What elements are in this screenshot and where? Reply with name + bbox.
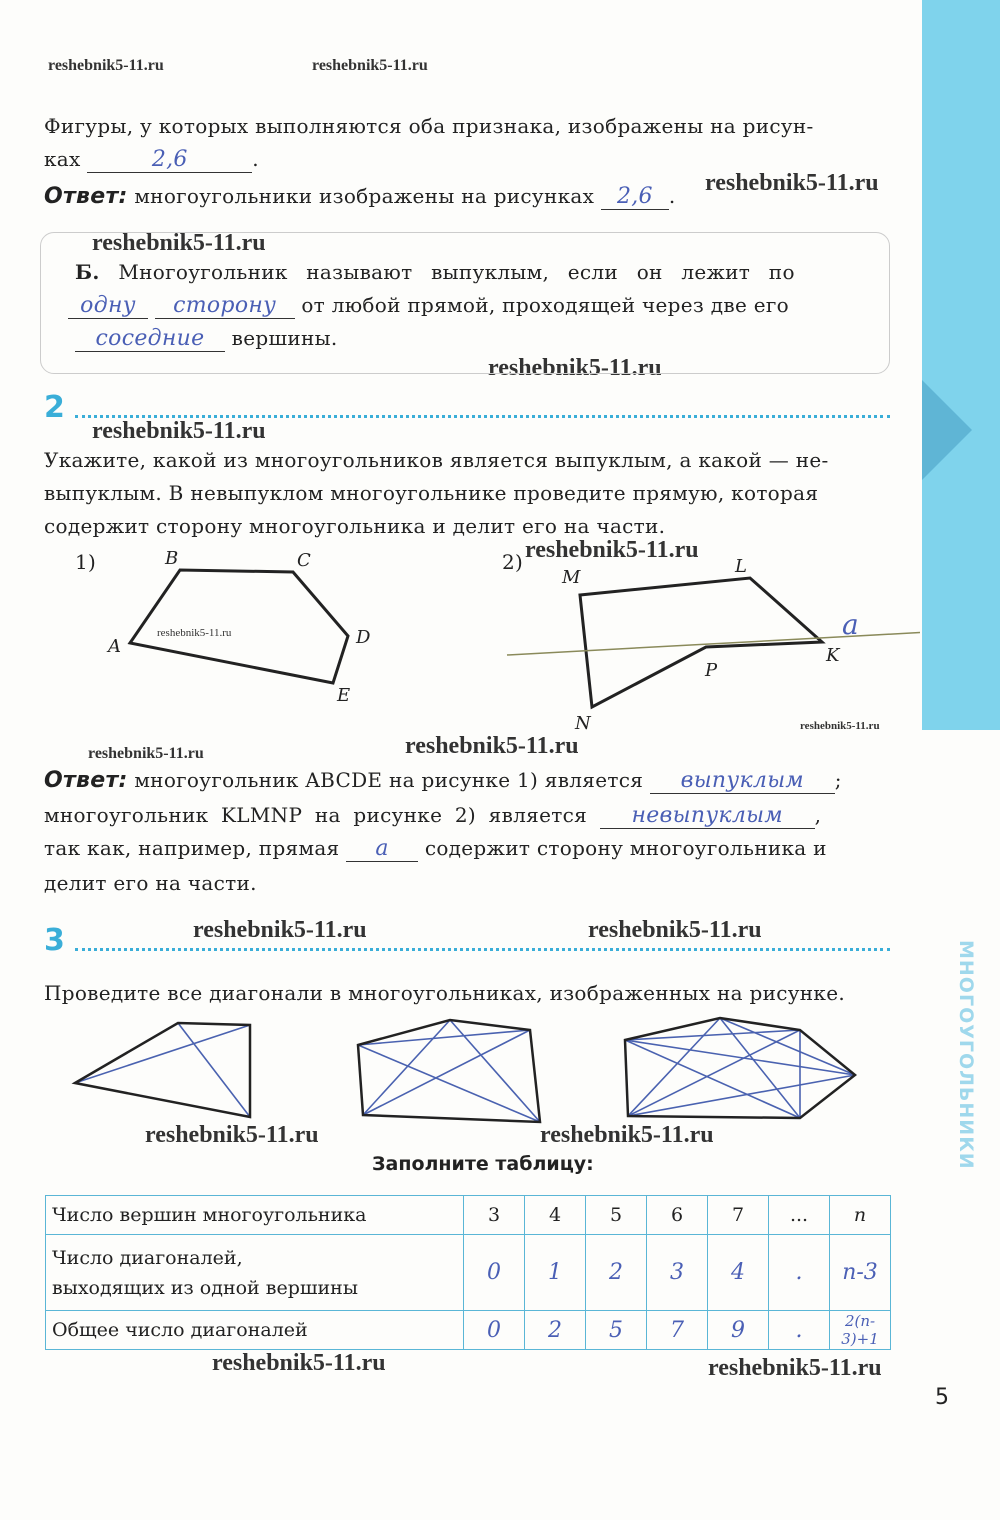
- text: многоугольник KLMNP на рисунке 2) является: [44, 803, 587, 827]
- vertex-label: N: [575, 713, 591, 734]
- cell: 3: [647, 1235, 708, 1311]
- text: выходящих из одной вершины: [52, 1276, 358, 1299]
- line-label: a: [842, 608, 859, 641]
- task-text: выпуклым. В невыпуклом многоугольнике проведите прямую, которая: [44, 481, 819, 505]
- watermark: reshebnik5-11.ru: [48, 57, 164, 74]
- watermark: reshebnik5-11.ru: [312, 57, 428, 74]
- cell: 1: [525, 1235, 586, 1311]
- answer-fill: 2,6: [87, 147, 252, 173]
- text: вершины.: [231, 326, 338, 350]
- vertex-label: C: [297, 550, 311, 571]
- cell: 3: [464, 1196, 525, 1235]
- watermark: reshebnik5-11.ru: [157, 627, 232, 639]
- text: содержит сторону многоугольника и: [424, 836, 827, 860]
- text: ках: [44, 147, 81, 171]
- figure-label: 2): [502, 550, 524, 574]
- cell: 0: [464, 1235, 525, 1311]
- cell: 7: [647, 1311, 708, 1350]
- text: так как, например, прямая: [44, 836, 340, 860]
- vertex-label: K: [826, 645, 840, 666]
- cell: 4: [525, 1196, 586, 1235]
- watermark: reshebnik5-11.ru: [212, 1350, 386, 1376]
- text: многоугольники изображены на рисунках: [134, 184, 595, 208]
- vertex-label: M: [562, 567, 581, 588]
- quadrilateral: [75, 1023, 250, 1117]
- task-number: 3: [44, 923, 65, 958]
- vertex-label: L: [735, 556, 747, 577]
- table-title: Заполните таблицу:: [372, 1153, 594, 1175]
- row-header: Общее число диагоналей: [46, 1311, 464, 1350]
- label: Б.: [75, 260, 100, 284]
- diagonals-table: [45, 1195, 891, 1350]
- watermark: reshebnik5-11.ru: [488, 355, 662, 381]
- watermark: reshebnik5-11.ru: [145, 1122, 319, 1148]
- vertex-label: A: [108, 636, 121, 657]
- answer-fill: a: [346, 836, 418, 862]
- watermark: reshebnik5-11.ru: [92, 418, 266, 444]
- watermark: reshebnik5-11.ru: [540, 1122, 714, 1148]
- cell: 6: [647, 1196, 708, 1235]
- paragraph: Фигуры, у которых выполняются оба признака, изображены на рисун-: [44, 114, 814, 138]
- cell: 5: [586, 1196, 647, 1235]
- watermark: reshebnik5-11.ru: [193, 917, 367, 943]
- answer-line: делит его на части.: [44, 871, 257, 895]
- answer-line: многоугольник KLMNP на рисунке 2) является невыпуклым ,: [44, 803, 822, 828]
- text: от любой прямой, проходящей через две его: [301, 293, 790, 317]
- text: многоугольник ABCDE на рисунке 1) является: [134, 768, 644, 792]
- task-text: Проведите все диагонали в многоугольниках, изображенных на рисунке.: [44, 981, 846, 1005]
- task-text: содержит сторону многоугольника и делит его на части.: [44, 514, 666, 538]
- watermark: reshebnik5-11.ru: [800, 720, 880, 732]
- row-header: [46, 1235, 464, 1311]
- cell: 7: [708, 1196, 769, 1235]
- answer-line: Ответ: многоугольники изображены на рисунках 2,6 .: [44, 184, 676, 209]
- paragraph: ках 2,6 .: [44, 147, 259, 172]
- vertex-label: P: [705, 660, 718, 681]
- answer-label: Ответ:: [44, 768, 128, 793]
- watermark: reshebnik5-11.ru: [88, 745, 204, 762]
- task-number: 2: [44, 390, 65, 425]
- vertex-label: D: [356, 627, 371, 648]
- answer-fill: соседние: [75, 326, 225, 352]
- cell: 5: [586, 1311, 647, 1350]
- watermark: reshebnik5-11.ru: [588, 917, 762, 943]
- watermark: reshebnik5-11.ru: [92, 230, 266, 256]
- text: Многоугольник называют выпуклым, если он лежит по: [118, 260, 795, 284]
- answer-fill: одну: [68, 293, 148, 319]
- table-row: [46, 1311, 891, 1350]
- answer-fill: сторону: [155, 293, 295, 319]
- cell: .: [769, 1235, 830, 1311]
- table-row: [46, 1235, 891, 1311]
- text: Число диагоналей,: [52, 1246, 243, 1269]
- vertex-label: B: [165, 548, 179, 569]
- watermark: reshebnik5-11.ru: [708, 1355, 882, 1381]
- table-row: [46, 1196, 891, 1235]
- page-number: 5: [935, 1385, 949, 1410]
- answer-label: Ответ:: [44, 184, 128, 209]
- side-tab-label: МНОГОУГОЛЬНИКИ: [955, 940, 977, 1170]
- cell: ...: [769, 1196, 830, 1235]
- cell: .: [769, 1311, 830, 1350]
- cell: 9: [708, 1311, 769, 1350]
- answer-fill: невыпуклым: [600, 803, 815, 829]
- cell: n: [830, 1196, 891, 1235]
- answer-line: Ответ: многоугольник ABCDE на рисунке 1) является выпуклым ;: [44, 768, 842, 793]
- task-text: Укажите, какой из многоугольников является выпуклым, а какой — не-: [44, 448, 829, 472]
- cell: 2: [586, 1235, 647, 1311]
- cell: 0: [464, 1311, 525, 1350]
- row-header: Число вершин многоугольника: [46, 1196, 464, 1235]
- figure-label: 1): [75, 550, 97, 574]
- watermark: reshebnik5-11.ru: [525, 537, 699, 563]
- watermark: reshebnik5-11.ru: [405, 733, 579, 759]
- side-tab: [922, 0, 1000, 1520]
- answer-fill: выпуклым: [650, 768, 835, 794]
- cell: n-3: [830, 1235, 891, 1311]
- cell: 2(n-3)+1: [830, 1311, 891, 1350]
- vertex-label: E: [337, 685, 351, 706]
- answer-fill: 2,6: [601, 184, 669, 210]
- cell: 4: [708, 1235, 769, 1311]
- cell: 2: [525, 1311, 586, 1350]
- watermark: reshebnik5-11.ru: [705, 170, 879, 196]
